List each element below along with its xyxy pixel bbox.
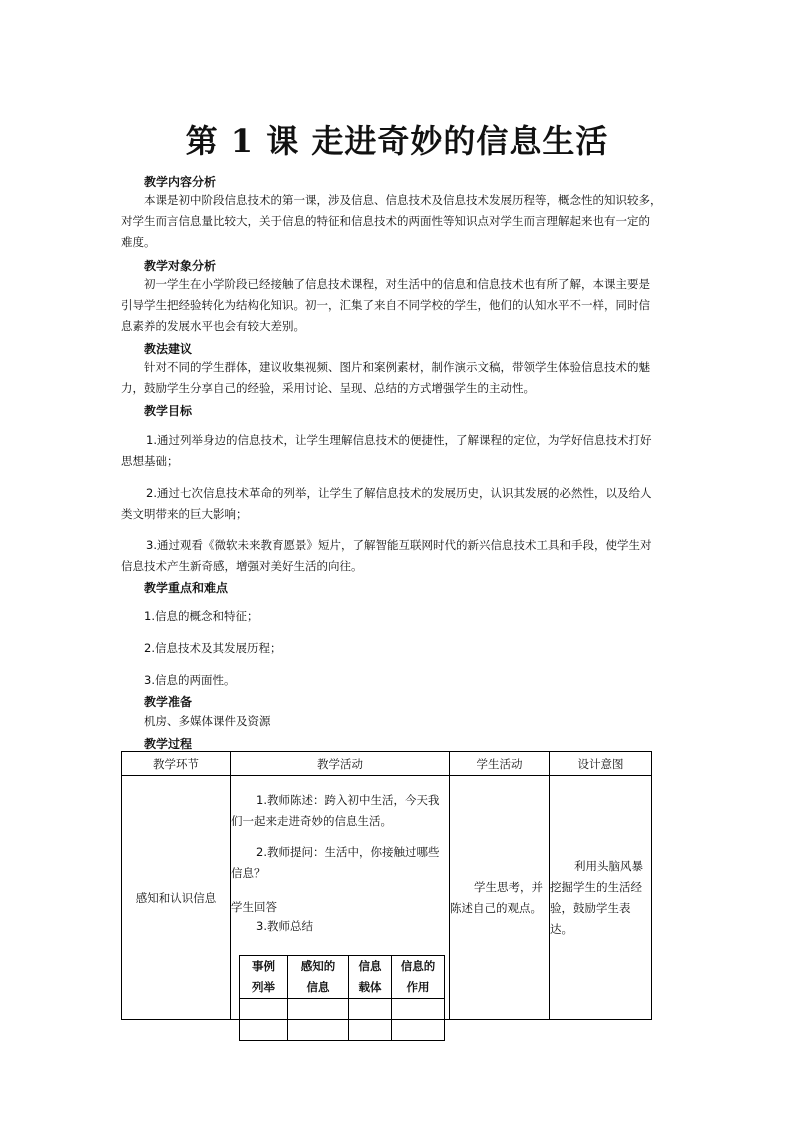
- paragraph-line: 针对不同的学生群体，建议收集视频、图片和案例素材，制作演示文稿，带领学生体验信息技术的魅: [144, 360, 650, 374]
- stage-cell: 感知和认识信息: [122, 776, 231, 1020]
- design-intent-line: 挖掘学生的生活经: [550, 879, 642, 894]
- summary-cell: [288, 1020, 349, 1041]
- section-heading-content-analysis: 教学内容分析: [144, 175, 217, 189]
- goal-line: 3.通过观看《微软未来教育愿景》短片，了解智能互联网时代的新兴信息技术工具和手段，使学生对: [146, 538, 652, 552]
- process-table: [121, 751, 652, 1020]
- paragraph-line: 本课是初中阶段信息技术的第一课，涉及信息、信息技术及信息技术发展历程等，概念性的知识较多，: [144, 193, 662, 207]
- header-text: 列举: [252, 980, 275, 994]
- summary-header: [349, 956, 392, 999]
- paragraph-line: 难度。: [121, 235, 156, 249]
- student-activity-line: 学生思考，并: [474, 879, 543, 894]
- goal-line: 类文明带来的巨大影响；: [121, 507, 248, 521]
- activity-step: 2.教师提问：生活中，你接触过哪些: [256, 845, 440, 859]
- header-text: 信息: [306, 980, 330, 994]
- header-text: 信息的: [400, 959, 436, 973]
- summary-row: [240, 999, 445, 1020]
- column-header-intent: 设计意图: [550, 752, 652, 776]
- summary-cell: [240, 1020, 288, 1041]
- paragraph-line: 初一学生在小学阶段已经接触了信息技术课程，对生活中的信息和信息技术也有所了解，本课主要是: [144, 277, 650, 291]
- page-title: 第 1 课 走进奇妙的信息生活: [185, 122, 609, 160]
- activity-step: 信息？: [231, 866, 266, 880]
- key-point-item: 1.信息的概念和特征；: [144, 609, 259, 623]
- key-point-item: 2.信息技术及其发展历程；: [144, 641, 282, 655]
- summary-cell: [288, 999, 349, 1020]
- design-intent-line: 验，鼓励学生表达。: [550, 900, 631, 936]
- goal-line: 2.通过七次信息技术革命的列举，让学生了解信息技术的发展历史，认识其发展的必然性，以及给人: [146, 486, 652, 500]
- header-text: 信息: [358, 959, 382, 973]
- goal-line: 1.通过列举身边的信息技术，让学生理解信息技术的便捷性，了解课程的定位，为学好信息技术打好: [146, 433, 652, 447]
- key-point-item: 3.信息的两面性。: [144, 673, 236, 687]
- design-intent-line: 利用头脑风暴: [574, 858, 643, 873]
- student-answer: 学生回答: [231, 900, 277, 914]
- student-activity-cell: [450, 776, 550, 1020]
- summary-row: [240, 1020, 445, 1041]
- summary-cell: [349, 999, 392, 1020]
- summary-table: [239, 955, 445, 1041]
- summary-cell: [392, 999, 445, 1020]
- summary-header: [288, 956, 349, 999]
- activity-cell: [231, 776, 450, 1020]
- summary-cell: [349, 1020, 392, 1041]
- summary-header: [240, 956, 288, 999]
- summary-cell: [392, 1020, 445, 1041]
- column-header-activity: 教学活动: [231, 752, 450, 776]
- column-header-stage: 教学环节: [122, 752, 231, 776]
- goal-line: 思想基础；: [121, 454, 179, 468]
- summary-header: [392, 956, 445, 999]
- paragraph-line: 对学生而言信息量比较大，关于信息的特征和信息技术的两面性等知识点对学生而言理解起来也有一定的: [121, 214, 650, 228]
- section-heading-object-analysis: 教学对象分析: [144, 259, 217, 273]
- section-heading-goals: 教学目标: [144, 404, 193, 418]
- summary-cell: [240, 999, 288, 1020]
- activity-step: 们一起来走进奇妙的信息生活。: [231, 814, 392, 828]
- column-header-student: 学生活动: [450, 752, 550, 776]
- paragraph-line: 引导学生把经验转化为结构化知识。初一，汇集了来自不同学校的学生，他们的认知水平不一样，同时信: [121, 298, 650, 312]
- table-row: [122, 776, 652, 1020]
- section-heading-key-points: 教学重点和难点: [144, 581, 229, 595]
- header-text: 事例: [252, 959, 275, 973]
- section-heading-preparation: 教学准备: [144, 695, 193, 709]
- header-text: 感知的: [300, 959, 336, 973]
- section-heading-process: 教学过程: [144, 737, 193, 751]
- activity-step: 3.教师总结: [256, 919, 313, 933]
- summary-header-row: [240, 956, 445, 999]
- header-text: 载体: [358, 980, 382, 994]
- preparation-text: 机房、多媒体课件及资源: [144, 714, 271, 728]
- student-activity-line: 陈述自己的观点。: [450, 900, 542, 915]
- table-header-row: [122, 752, 652, 776]
- goal-line: 信息技术产生新奇感，增强对美好生活的向往。: [121, 559, 363, 573]
- section-heading-method: 教法建议: [144, 342, 193, 356]
- paragraph-line: 息素养的发展水平也会有较大差别。: [121, 319, 305, 333]
- design-intent-cell: [550, 776, 652, 1020]
- paragraph-line: 力，鼓励学生分享自己的经验，采用讨论、呈现、总结的方式增强学生的主动性。: [121, 381, 535, 395]
- activity-step: 1.教师陈述：跨入初中生活，今天我: [256, 793, 440, 807]
- header-text: 作用: [406, 980, 430, 994]
